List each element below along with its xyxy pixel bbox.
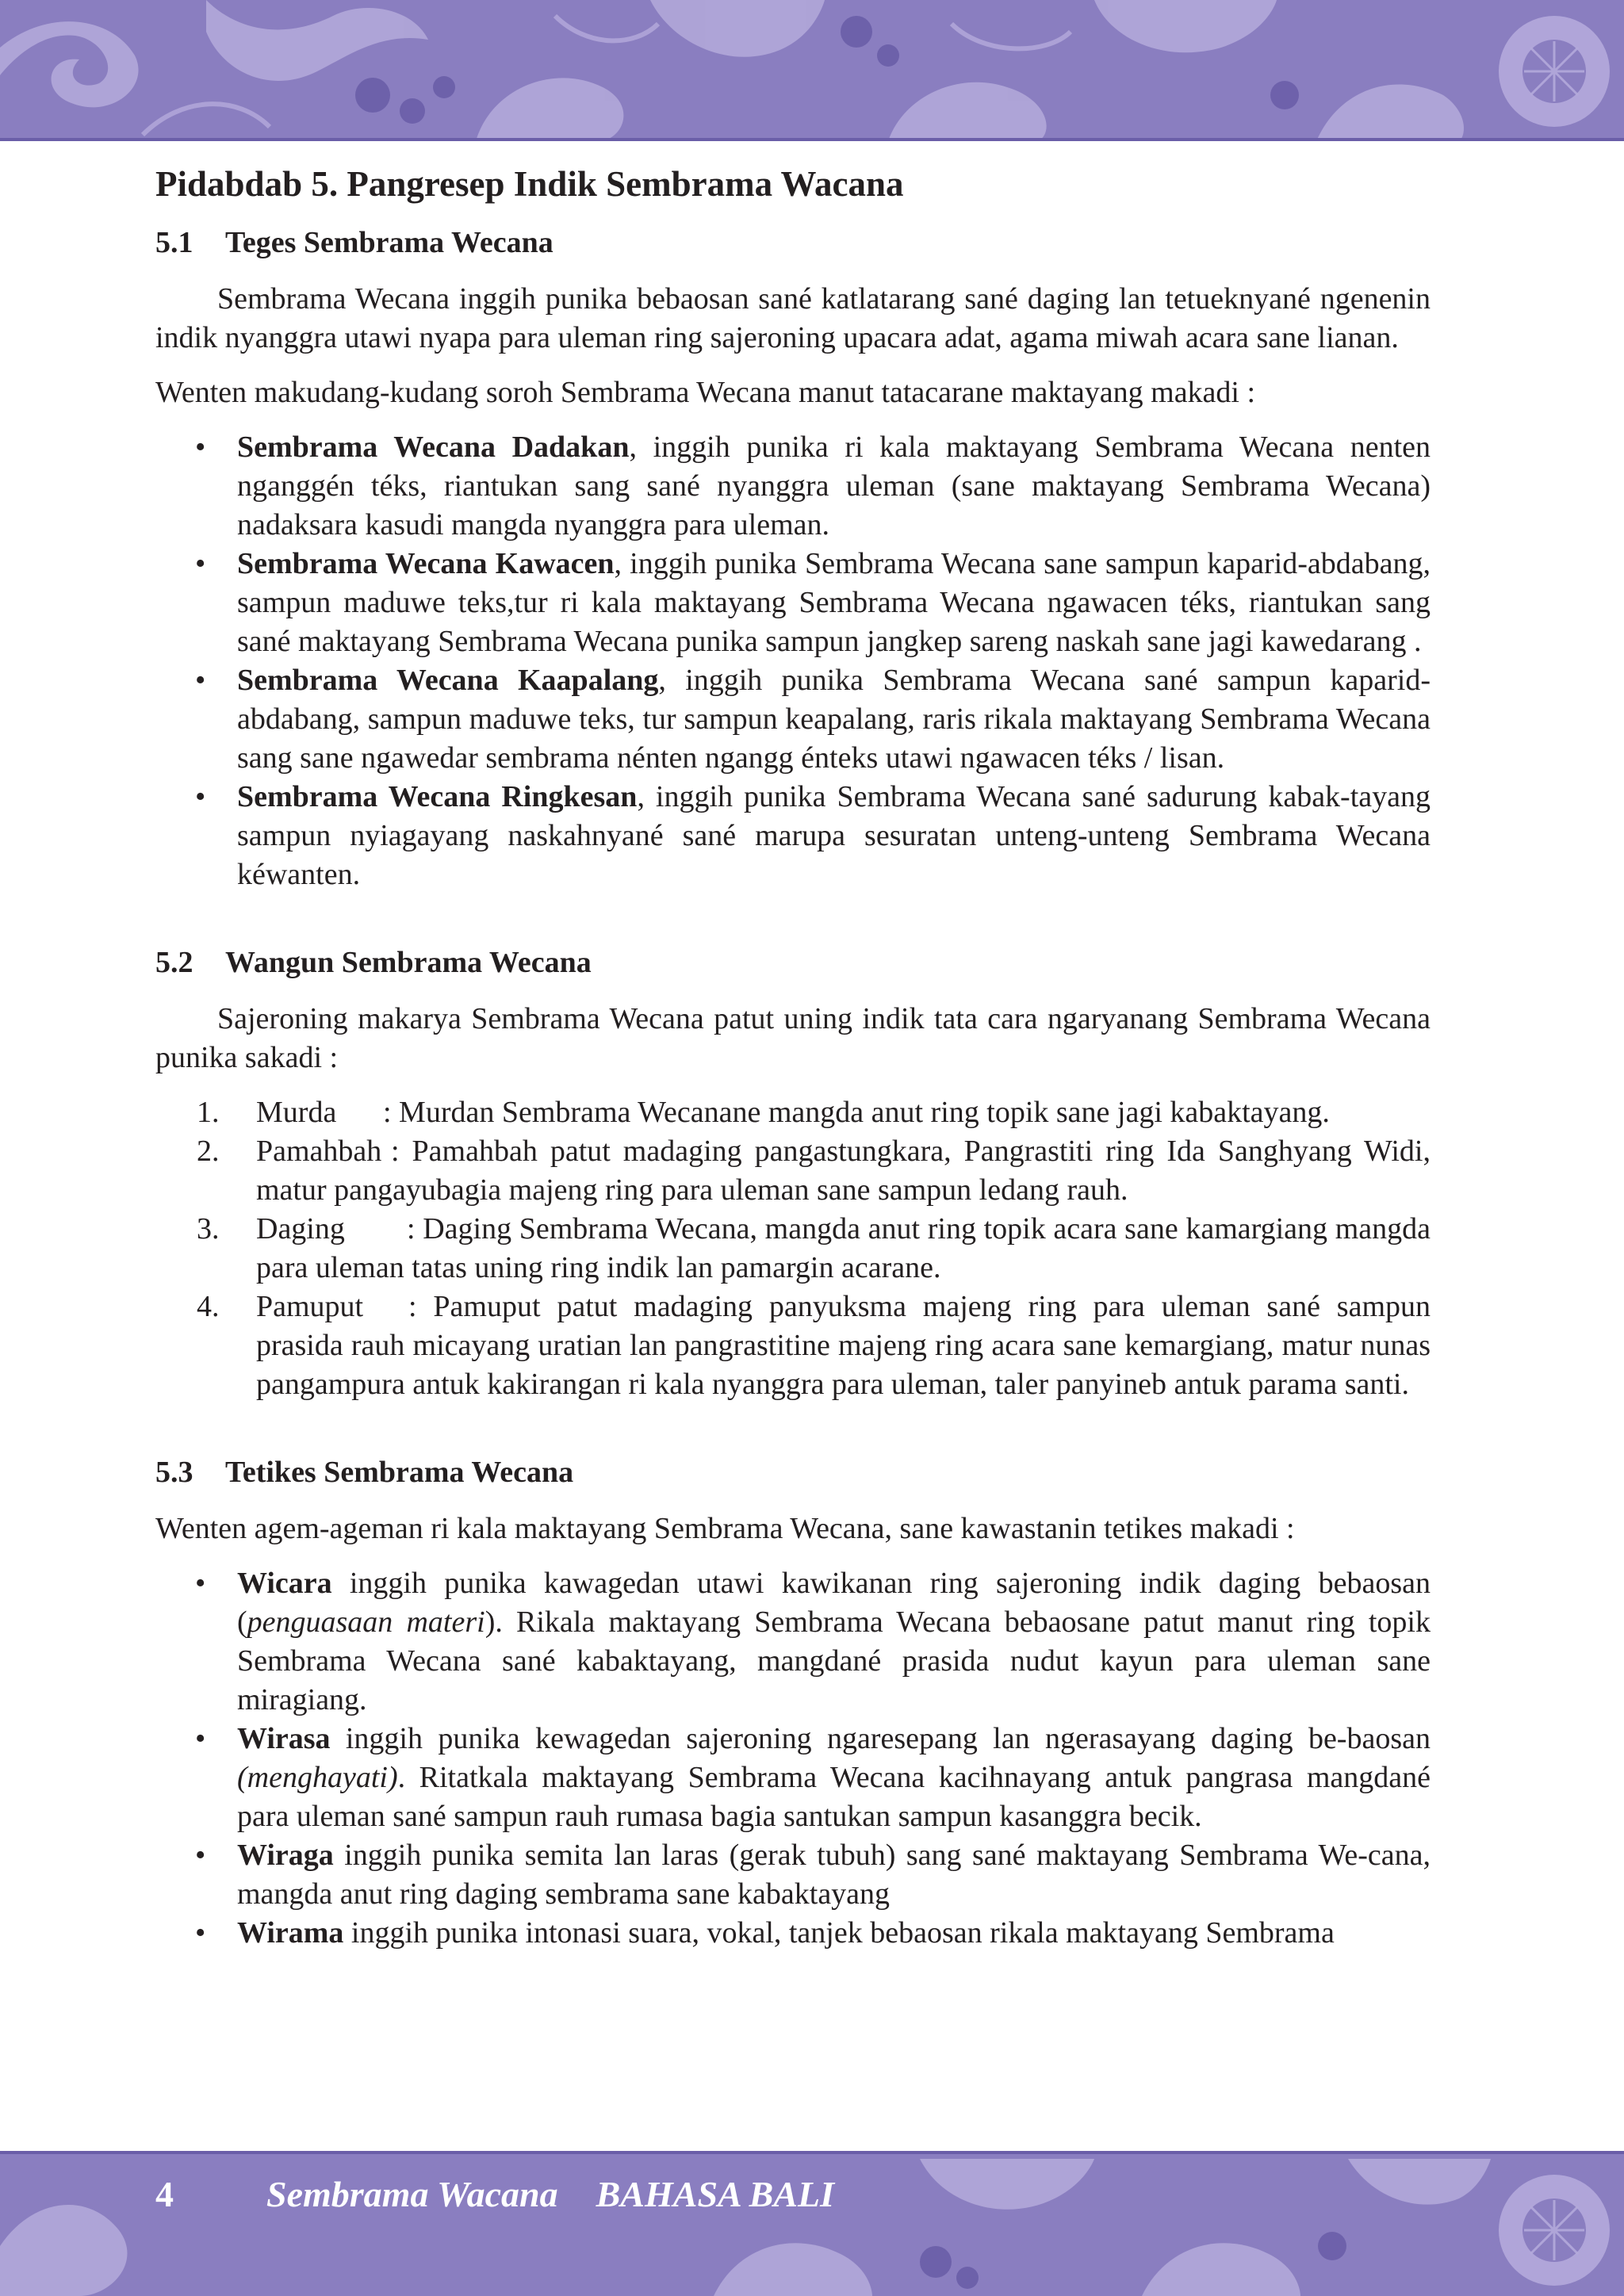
bullet-icon: • bbox=[195, 1839, 206, 1872]
list-item bbox=[155, 1836, 1431, 1914]
header-ornament-band bbox=[0, 0, 1624, 141]
list-types bbox=[155, 428, 1431, 894]
list-item-text: , inggih punika ri kala maktayang Sembrama Wecana nenten nganggén téks, riantukan sang sané nyanggra uleman (sane maktayang Sembrama Wecana) nadaksara kasudi mangda nyanggra para uleman. bbox=[237, 430, 1431, 541]
list-number: 2. bbox=[197, 1135, 220, 1168]
section-heading-5-1 bbox=[155, 224, 1431, 262]
bullet-icon: • bbox=[195, 547, 206, 580]
section-number: 5.3 bbox=[155, 1456, 193, 1489]
list-number: 4. bbox=[197, 1290, 220, 1323]
book-subject: BAHASA BALI bbox=[596, 2174, 835, 2214]
list-item bbox=[155, 1132, 1431, 1210]
list-item-term: Sembrama Wecana Dadakan bbox=[237, 430, 630, 464]
list-tetikes bbox=[155, 1564, 1431, 1953]
list-item-text: inggih punika semita lan laras (gerak tubuh) sang sané maktayang Sembrama We-cana, mangda anut ring daging sembrama sane kabaktayang bbox=[237, 1839, 1431, 1911]
list-item-term: Daging bbox=[256, 1212, 345, 1246]
section-heading-5-2 bbox=[155, 943, 1431, 982]
list-item bbox=[155, 661, 1431, 778]
list-item-emphasis: penguasaan materi bbox=[247, 1605, 485, 1639]
list-item-term: Wirasa bbox=[237, 1722, 331, 1755]
list-item-text: : Pamuput patut madaging panyuksma majeng ring para uleman sané sampun prasida rauh micayang uratian lan pangrastitine majeng ring acara sane kemargiang, matur nunas pangampura antuk kakirangan ri kala nyanggra para uleman, taler panyineb antuk parama santi. bbox=[256, 1290, 1431, 1401]
list-item bbox=[155, 778, 1431, 894]
section-number: 5.1 bbox=[155, 226, 193, 259]
list-item bbox=[155, 1093, 1431, 1132]
section-heading-5-3 bbox=[155, 1453, 1431, 1492]
list-item bbox=[155, 545, 1431, 661]
list-item-text: : Daging Sembrama Wecana, mangda anut ring topik acara sane kamargiang mangda para uleman tatas uning ring indik lan pamargin acarane. bbox=[256, 1212, 1431, 1284]
list-item-term: Pamahbah bbox=[256, 1135, 382, 1168]
section-title: Wangun Sembrama Wecana bbox=[225, 946, 592, 979]
list-structure bbox=[155, 1093, 1431, 1404]
list-item-text: ). Rikala maktayang Sembrama Wecana bebaosane patut manut ring topik Sembrama Wecana sané kabaktayang, mangdané prasida nudut kayun para uleman sane miragiang. bbox=[237, 1605, 1431, 1716]
bullet-icon: • bbox=[195, 1567, 206, 1600]
bullet-icon: • bbox=[195, 1722, 206, 1755]
list-item-text: inggih punika kawagedan utawi kawikanan ring sajeroning indik daging bebaosan ( bbox=[237, 1567, 1431, 1639]
bullet-icon: • bbox=[195, 780, 206, 813]
footer bbox=[155, 2167, 834, 2222]
list-item-term: Wicara bbox=[237, 1567, 332, 1600]
list-item-text: , inggih punika Sembrama Wecana sané sampun kaparid-abdabang, sampun maduwe teks, tur sampun keapalang, raris rikala maktayang Sembrama Wecana sang sane ngawedar sembrama nénten ngangg énteks utawi ngawacen téks / lisan. bbox=[237, 664, 1431, 775]
section-title: Teges Sembrama Wecana bbox=[225, 226, 553, 259]
list-item bbox=[155, 1210, 1431, 1288]
paragraph-intro: Sajeroning makarya Sembrama Wecana patut uning indik tata cara ngaryanang Sembrama Wecana punika sakadi : bbox=[155, 1002, 1431, 1074]
footer-rule bbox=[0, 2151, 1624, 2154]
list-item-term: Pamuput bbox=[256, 1290, 364, 1323]
header-rule bbox=[0, 138, 1624, 141]
list-item-term: Murda bbox=[256, 1096, 337, 1129]
bullet-icon: • bbox=[195, 664, 206, 697]
paragraph-definition: Sembrama Wecana inggih punika bebaosan sané katlatarang sané daging lan tetueknyané ngenenin indik nyanggra utawi nyapa para uleman ring sajeroning upacara adat, agama miwah acara sane lianan. bbox=[155, 282, 1431, 354]
list-item-emphasis: (menghayati) bbox=[237, 1761, 398, 1794]
list-item-text: , inggih punika Sembrama Wecana sané sadurung kabak-tayang sampun nyiagayang naskahnyané sané marupa sesuratan unteng-unteng Sembrama Wecana kéwanten. bbox=[237, 780, 1431, 891]
paragraph-lead: Wenten agem-ageman ri kala maktayang Sembrama Wecana, sane kawastanin tetikes makadi : bbox=[155, 1512, 1295, 1545]
list-item-term: Sembrama Wecana Kawacen bbox=[237, 547, 615, 580]
list-item bbox=[155, 428, 1431, 545]
list-item-text: , inggih punika Sembrama Wecana sane sampun kaparid-abdabang, sampun maduwe teks,tur ri kala maktayang Sembrama Wecana ngawacen téks, riantukan sang sané maktayang Sembrama Wecana punika sampun jangkep sareng naskah sane jagi kawedarang . bbox=[237, 547, 1431, 658]
paragraph-lead: Wenten makudang-kudang soroh Sembrama Wecana manut tatacarane maktayang makadi : bbox=[155, 376, 1256, 409]
list-item bbox=[155, 1564, 1431, 1720]
page-number: 4 bbox=[155, 2174, 174, 2214]
list-item-text: : Murdan Sembrama Wecanane mangda anut ring topik sane jagi kabaktayang. bbox=[383, 1096, 1330, 1129]
section-title: Tetikes Sembrama Wecana bbox=[225, 1456, 574, 1489]
page-content bbox=[155, 162, 1431, 1953]
list-item-text: inggih punika kewagedan sajeroning ngaresepang lan ngerasayang daging be-baosan bbox=[330, 1722, 1431, 1755]
list-item-text: . Ritatkala maktayang Sembrama Wecana kacihnayang antuk pangrasa mangdané para uleman sané sampun rauh rumasa bagia santukan sampun kasanggra becik. bbox=[237, 1761, 1431, 1833]
list-item bbox=[155, 1720, 1431, 1836]
book-title: Sembrama Wacana bbox=[266, 2174, 558, 2214]
section-number: 5.2 bbox=[155, 946, 193, 979]
chapter-title: Pidabdab 5. Pangresep Indik Sembrama Wacana bbox=[155, 164, 904, 204]
list-number: 3. bbox=[197, 1212, 220, 1246]
list-number: 1. bbox=[197, 1096, 220, 1129]
list-item-term: Wirama bbox=[237, 1916, 344, 1950]
floral-ornament-top bbox=[0, 0, 1624, 141]
list-item bbox=[155, 1914, 1431, 1953]
list-item-text: : Pamahbah patut madaging pangastungkara, Pangrastiti ring Ida Sanghyang Widi, matur pangayubagia majeng ring para uleman sane sampun ledang rauh. bbox=[256, 1135, 1431, 1207]
bullet-icon: • bbox=[195, 1916, 206, 1950]
list-item-term: Sembrama Wecana Ringkesan bbox=[237, 780, 638, 813]
list-item-text: inggih punika intonasi suara, vokal, tanjek bebaosan rikala maktayang Sembrama bbox=[343, 1916, 1335, 1950]
list-item bbox=[155, 1288, 1431, 1404]
list-item-term: Sembrama Wecana Kaapalang bbox=[237, 664, 659, 697]
list-item-term: Wiraga bbox=[237, 1839, 334, 1872]
bullet-icon: • bbox=[195, 430, 206, 464]
